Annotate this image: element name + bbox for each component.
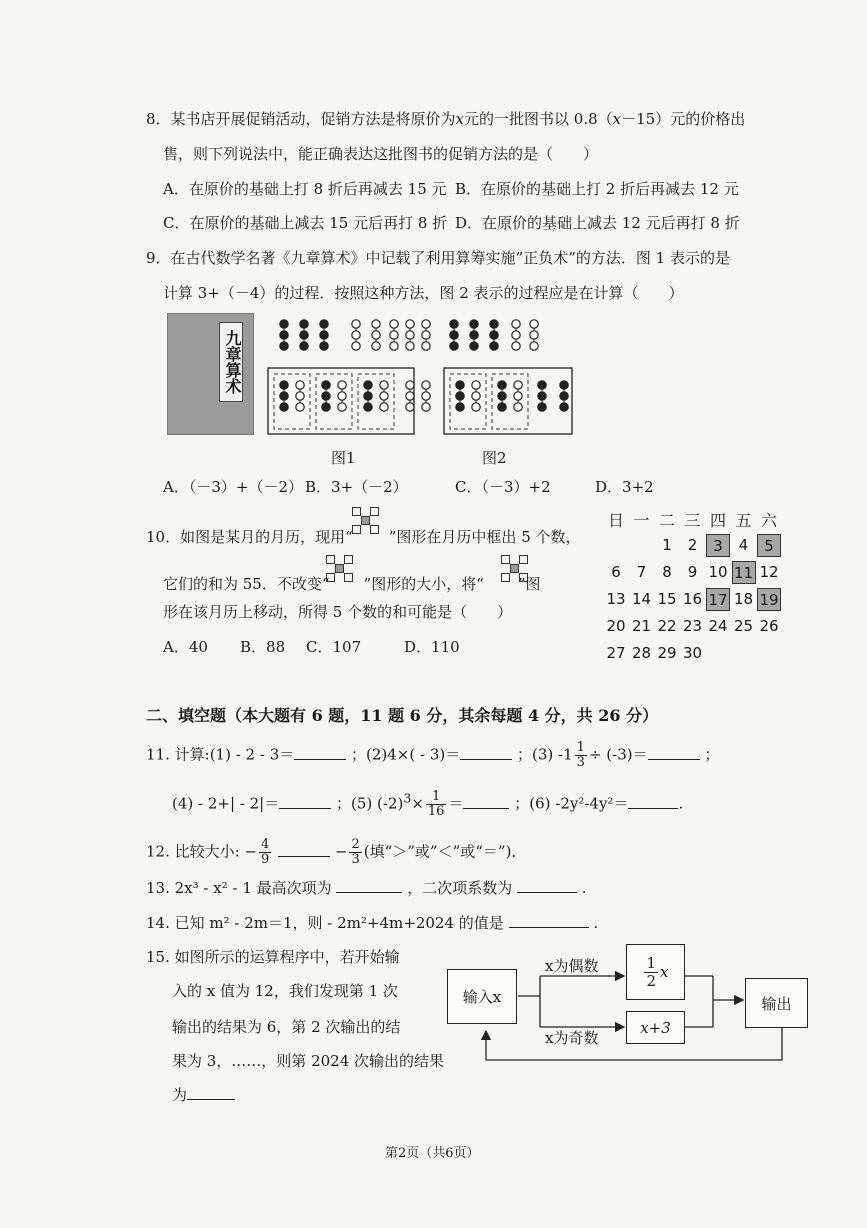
black-rod-icon	[422, 331, 430, 339]
fig1-pair-1	[274, 374, 310, 429]
red-rod-icon	[280, 342, 288, 350]
black-rod-icon	[530, 342, 538, 350]
fig1-pair-3	[358, 374, 394, 429]
q15-line3: 输出的结果为 6，第 2 次输出的结	[172, 1018, 401, 1036]
red-rod-icon	[450, 320, 458, 328]
calendar-day: 17	[706, 588, 730, 611]
black-rod-icon	[472, 381, 480, 389]
black-rod-icon	[512, 331, 520, 339]
q11-1-blank[interactable]	[294, 745, 346, 760]
q10-line3: 形在该月历上移动，所得 5 个数的和可能是（ ）	[163, 603, 513, 621]
black-rod-icon	[338, 392, 346, 400]
flow-even-label: x为偶数	[545, 957, 599, 975]
black-rod-icon	[422, 320, 430, 328]
red-rod-icon	[300, 331, 308, 339]
black-rod-icon	[390, 342, 398, 350]
red-rod-icon	[280, 403, 288, 411]
flow-input-box: 输入x	[447, 969, 517, 1024]
flow-output-box: 输出	[745, 978, 808, 1028]
calendar-day: 23	[682, 617, 703, 635]
calendar-day: 9	[687, 563, 698, 581]
red-rod-icon	[364, 381, 372, 389]
q11-3-blank[interactable]	[648, 745, 700, 760]
red-rod-icon	[538, 392, 546, 400]
q10-option-d: D．110	[404, 638, 460, 656]
red-rod-icon	[364, 392, 372, 400]
red-rod-icon	[280, 320, 288, 328]
black-rod-icon	[380, 381, 388, 389]
calendar-day: 22	[657, 617, 677, 635]
month-calendar	[604, 508, 804, 662]
q14-line: 14. 已知 m² - 2m＝1，则 - 2m²+4m+2024 的值是 .	[146, 914, 599, 932]
q14-blank[interactable]	[509, 913, 589, 928]
black-rod-icon	[406, 403, 414, 411]
black-rod-icon	[390, 320, 398, 328]
red-rod-icon	[498, 403, 506, 411]
section2-title: 二、填空题（本大题有 6 题，11 题 6 分，其余每题 4 分，共 26 分）	[146, 706, 659, 725]
q15-line4: 果为 3，……，则第 2024 次输出的结果	[172, 1052, 445, 1070]
fig1-frame	[268, 368, 414, 434]
black-rod-icon	[472, 392, 480, 400]
black-rod-icon	[422, 403, 430, 411]
red-rod-icon	[456, 381, 464, 389]
fig2-pair-2	[492, 374, 528, 429]
calendar-day: 5	[757, 534, 781, 557]
calendar-day: 6	[611, 563, 621, 581]
q8-option-d: D．在原价的基础上减去 12 元后再打 8 折	[455, 214, 740, 232]
red-rod-icon	[470, 342, 478, 350]
red-rod-icon	[320, 342, 328, 350]
q15-blank[interactable]	[187, 1085, 235, 1100]
q9-line2: 计算 3+（－4）的过程．按照这种方法，图 2 表示的过程应是在计算（ ）	[163, 284, 684, 302]
calendar-day: 19	[757, 588, 781, 611]
book-image	[167, 313, 254, 435]
red-rod-icon	[320, 320, 328, 328]
black-rod-icon	[352, 320, 360, 328]
black-rod-icon	[514, 381, 522, 389]
calendar-day: 16	[682, 590, 703, 608]
calendar-weekday: 一	[633, 511, 650, 530]
red-rod-icon	[490, 320, 498, 328]
q13-blank-1[interactable]	[336, 878, 402, 893]
red-rod-icon	[450, 331, 458, 339]
calendar-day: 2	[687, 536, 698, 554]
black-rod-icon	[514, 392, 522, 400]
calendar-weekday: 日	[607, 511, 624, 530]
calendar-day: 3	[706, 534, 730, 557]
red-rod-icon	[538, 381, 546, 389]
calendar-weekday: 六	[760, 511, 777, 530]
red-rod-icon	[322, 403, 330, 411]
calendar-weekday: 五	[735, 511, 752, 530]
q10-option-c: C．107	[306, 638, 362, 656]
calendar-day: 14	[631, 590, 652, 608]
book-title: 九章算术	[219, 322, 243, 402]
calendar-day: 8	[662, 563, 672, 581]
black-rod-icon	[338, 403, 346, 411]
q11-line1: 11. 计算:(1) - 2 - 3＝ ；(2)4×( - 3)＝ ；(3) -1 $\frac{1}{3}$ ÷ (-3)＝ ；	[146, 740, 720, 770]
black-rod-icon	[406, 331, 414, 339]
black-rod-icon	[406, 381, 414, 389]
red-rod-icon	[456, 392, 464, 400]
black-rod-icon	[514, 403, 522, 411]
q8-line1: 8．某书店开展促销活动，促销方法是将原价为x元的一批图书以 0.8（x－15）元的价格出	[146, 110, 746, 128]
q11-6-blank[interactable]	[628, 794, 678, 809]
black-rod-icon	[372, 342, 380, 350]
black-rod-icon	[380, 392, 388, 400]
red-rod-icon	[450, 342, 458, 350]
fig2-pair-1	[450, 374, 486, 429]
calendar-day: 11	[732, 561, 756, 584]
calendar-day: 27	[606, 644, 626, 662]
red-rod-icon	[470, 320, 478, 328]
q13-blank-2[interactable]	[517, 878, 577, 893]
page-footer: 第2页（共6页）	[385, 1146, 480, 1161]
calendar-day: 15	[657, 590, 677, 608]
calendar-weekday: 四	[709, 511, 726, 530]
calendar-day: 25	[733, 617, 754, 635]
black-rod-icon	[352, 342, 360, 350]
calendar-day: 7	[636, 563, 647, 581]
black-rod-icon	[406, 342, 414, 350]
fig1-pair-2	[316, 374, 352, 429]
calendar-day: 20	[606, 617, 626, 635]
counting-rods-figures	[262, 312, 592, 442]
calendar-weekday: 二	[658, 511, 675, 530]
black-rod-icon	[530, 320, 538, 328]
q13-line: 13. 2x³ - x² - 1 最高次项为 ，二次项系数为 .	[146, 879, 587, 897]
calendar-day: 30	[682, 644, 703, 662]
q11-4-blank[interactable]	[279, 794, 331, 809]
calendar-day: 12	[759, 563, 779, 581]
red-rod-icon	[470, 331, 478, 339]
red-rod-icon	[498, 381, 506, 389]
red-rod-icon	[560, 381, 568, 389]
calendar-day: 1	[662, 536, 672, 554]
black-rod-icon	[372, 331, 380, 339]
black-rod-icon	[422, 392, 430, 400]
black-rod-icon	[530, 331, 538, 339]
red-rod-icon	[364, 403, 372, 411]
black-rod-icon	[296, 392, 304, 400]
black-rod-icon	[380, 403, 388, 411]
calendar-weekday: 三	[684, 511, 701, 530]
calendar-day: 24	[708, 617, 728, 635]
red-rod-icon	[560, 392, 568, 400]
black-rod-icon	[406, 392, 414, 400]
q8-line2: 售，则下列说法中，能正确表达这批图书的促销方法的是（ ）	[163, 145, 599, 163]
q9-option-c: C．（－3）+2	[455, 478, 551, 496]
red-rod-icon	[456, 403, 464, 411]
red-rod-icon	[490, 342, 498, 350]
red-rod-icon	[300, 342, 308, 350]
red-rod-icon	[322, 381, 330, 389]
calendar-day: 10	[708, 563, 728, 581]
red-rod-icon	[280, 331, 288, 339]
black-rod-icon	[422, 342, 430, 350]
q15-line1: 15. 如图所示的运算程序中，若开始输	[146, 948, 400, 966]
q9-option-b: B．3+（－2）	[305, 478, 408, 496]
black-rod-icon	[296, 403, 304, 411]
q8-option-a: A．在原价的基础上打 8 折后再减去 15 元	[163, 180, 447, 198]
fig2-frame	[444, 368, 572, 434]
q12-line: 12. 比较大小: − $\frac{4}{9}$ − $\frac{2}{3}$ (填“＞”或”＜”或“＝”)．	[146, 837, 527, 867]
q10-line1: 10．如图是某月的月历，现用“ ”图形在月历中框出 5 个数，	[146, 528, 581, 546]
black-rod-icon	[422, 381, 430, 389]
black-rod-icon	[472, 403, 480, 411]
black-rod-icon	[338, 381, 346, 389]
q15-line5: 为	[172, 1084, 235, 1105]
flow-plus3-box: x+3	[626, 1011, 685, 1044]
calendar-day: 29	[657, 644, 677, 662]
red-rod-icon	[300, 320, 308, 328]
calendar-day: 13	[606, 590, 626, 608]
black-rod-icon	[390, 331, 398, 339]
q11-2-blank[interactable]	[460, 745, 512, 760]
q9-option-d: D．3+2	[595, 478, 654, 496]
q10-option-a: A．40	[163, 638, 208, 656]
black-rod-icon	[512, 342, 520, 350]
fig1-caption: 图1	[331, 449, 356, 467]
red-rod-icon	[560, 403, 568, 411]
calendar-day: 26	[759, 617, 779, 635]
black-rod-icon	[512, 320, 520, 328]
calendar-day: 28	[631, 644, 652, 662]
black-rod-icon	[406, 320, 414, 328]
fig2-caption: 图2	[482, 449, 507, 467]
flow-odd-label: x为奇数	[545, 1029, 599, 1047]
red-rod-icon	[538, 403, 546, 411]
red-rod-icon	[490, 331, 498, 339]
q8-option-c: C．在原价的基础上减去 15 元后再打 8 折	[163, 214, 448, 232]
q10-line2: 它们的和为 55．不改变“ ”图形的大小，将“ ”图	[163, 575, 541, 593]
black-rod-icon	[352, 331, 360, 339]
q10-option-b: B．88	[240, 638, 286, 656]
q8-option-b: B．在原价的基础上打 2 折后再减去 12 元	[455, 180, 739, 198]
red-rod-icon	[322, 392, 330, 400]
calendar-day: 4	[738, 536, 749, 554]
q11-5-blank[interactable]	[463, 794, 509, 809]
calendar-day: 18	[733, 590, 754, 608]
q9-line1: 9．在古代数学名著《九章算术》中记载了利用算筹实施”正负术”的方法．图 1 表示的是	[146, 249, 730, 267]
flow-half-box: $\frac{1}{2}$ x	[626, 944, 685, 1000]
black-rod-icon	[296, 381, 304, 389]
red-rod-icon	[498, 392, 506, 400]
calendar-day: 21	[631, 617, 652, 635]
red-rod-icon	[280, 392, 288, 400]
q12-blank[interactable]	[278, 842, 330, 857]
q15-line2: 入的 x 值为 12，我们发现第 1 次	[172, 982, 398, 1000]
q11-line2: (4) - 2+| - 2|＝ ；(5) $(-2)^3\times$ $\frac{1}{16}$ ＝ ；(6) -2y²-4y²＝ .	[172, 789, 684, 819]
red-rod-icon	[320, 331, 328, 339]
q9-option-a: A．（－3）+（－2）	[163, 478, 303, 496]
black-rod-icon	[372, 320, 380, 328]
red-rod-icon	[280, 381, 288, 389]
